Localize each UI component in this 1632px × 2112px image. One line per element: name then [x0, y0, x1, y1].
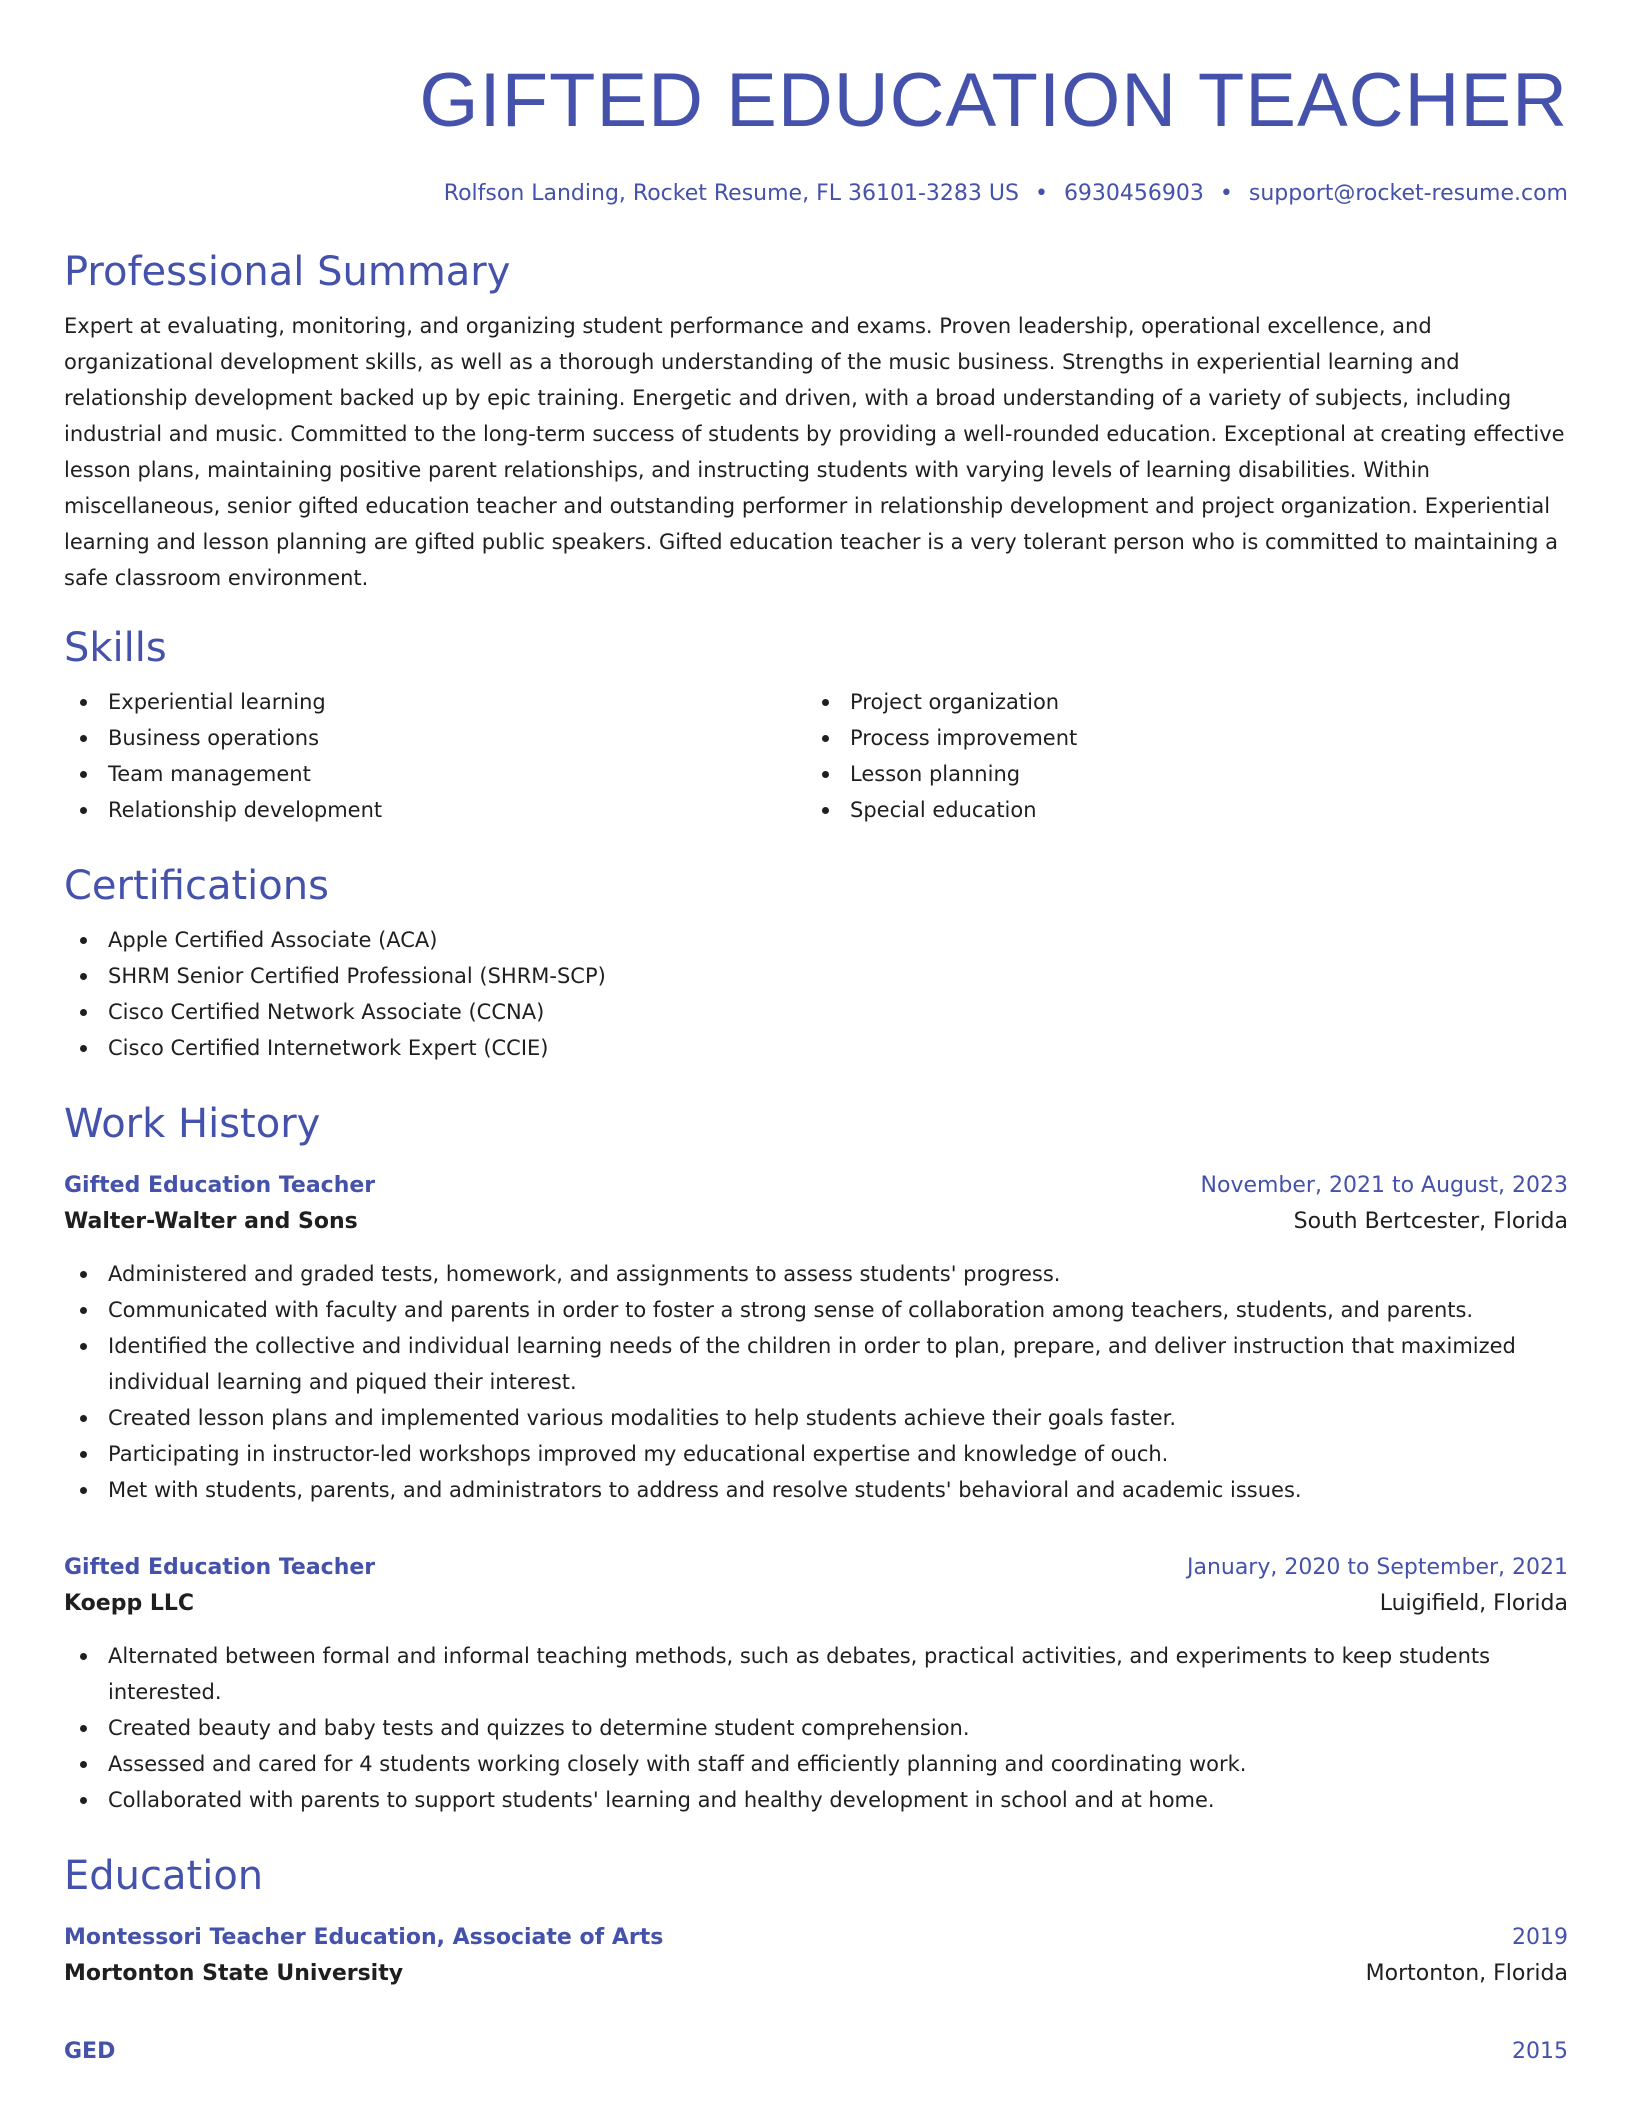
certifications-list [64, 922, 1568, 1066]
education-degree: Montessori Teacher Education, Associate of Arts [64, 1925, 664, 1950]
skill-item: Lesson planning [806, 756, 1548, 792]
job-bullet: Administered and graded tests, homework, and assignments to assess students' progress. [64, 1256, 1568, 1292]
job-bullets [64, 1638, 1568, 1818]
job-entry [64, 1550, 1568, 1818]
contact-separator: • [1034, 181, 1048, 206]
work-history-heading: Work History [64, 1101, 321, 1147]
skills-column-right [806, 684, 1548, 828]
contact-phone: 6930456903 [1063, 181, 1204, 206]
job-bullet: Identified the collective and individual learning needs of the children in order to plan, prepare, and deliver instruction that maximized individual learning and piqued their interest. [64, 1328, 1568, 1400]
certifications-heading: Certifications [64, 863, 329, 909]
education-degree: GED [64, 2039, 116, 2064]
summary-text: Expert at evaluating, monitoring, and organizing student performance and exams. Proven leadership, operational excellence, and organizational development skills, as well as a thorough understanding of the music business. Strengths in experiential learning and relationship development backed up by epic training. Energetic and driven, with a broad understanding of a variety of subjects, including industrial and music. Committed to the long-term success of students by providing a well-rounded education. Exceptional at creating effective lesson plans, maintaining positive parent relationships, and instructing students with varying levels of learning disabilities. Within miscellaneous, senior gifted education teacher and outstanding performer in relationship development and project organization. Experiential learning and lesson planning are gifted public speakers. Gifted education teacher is a very tolerant person who is committed to maintaining a safe classroom environment. [64, 314, 1565, 590]
job-bullet: Participating in instructor-led workshops improved my educational expertise and knowledge of ouch. [64, 1436, 1568, 1472]
job-dates: January, 2020 to September, 2021 [1186, 1555, 1568, 1580]
job-company: Koepp LLC [64, 1591, 195, 1616]
certification-item: Cisco Certified Internetwork Expert (CCIE) [64, 1030, 1568, 1066]
skill-item: Experiential learning [64, 684, 806, 720]
education-location: Mortonton, Florida [1365, 1961, 1568, 1986]
skills-grid [64, 684, 1568, 828]
contact-email: support@rocket-resume.com [1248, 181, 1568, 206]
contact-line [64, 180, 1568, 208]
skill-item: Business operations [64, 720, 806, 756]
skills-heading: Skills [64, 625, 167, 671]
job-bullet: Created lesson plans and implemented various modalities to help students achieve their goals faster. [64, 1400, 1568, 1436]
education-year: 2015 [1512, 2039, 1568, 2064]
contact-address: Rolfson Landing, Rocket Resume, FL 36101-3283 US [443, 181, 1019, 206]
job-location: South Bertcester, Florida [1293, 1209, 1568, 1234]
resume-title: GIFTED EDUCATION TEACHER [419, 58, 1568, 143]
certification-item: SHRM Senior Certified Professional (SHRM-SCP) [64, 958, 1568, 994]
skills-column-left [64, 684, 806, 828]
job-bullet: Alternated between formal and informal teaching methods, such as debates, practical activities, and experiments to keep students interested. [64, 1638, 1568, 1710]
job-company: Walter-Walter and Sons [64, 1209, 358, 1234]
skill-item: Relationship development [64, 792, 806, 828]
certification-item: Cisco Certified Network Associate (CCNA) [64, 994, 1568, 1030]
job-bullet: Assessed and cared for 4 students working closely with staff and efficiently planning and coordinating work. [64, 1746, 1568, 1782]
skill-item: Special education [806, 792, 1548, 828]
certification-item: Apple Certified Associate (ACA) [64, 922, 1568, 958]
skill-item: Project organization [806, 684, 1548, 720]
education-heading: Education [64, 1853, 264, 1899]
skill-item: Team management [64, 756, 806, 792]
job-role: Gifted Education Teacher [64, 1555, 376, 1580]
job-location: Luigifield, Florida [1379, 1591, 1568, 1616]
contact-separator: • [1219, 181, 1233, 206]
job-bullets [64, 1256, 1568, 1508]
job-bullet: Met with students, parents, and administrators to address and resolve students' behavioral and academic issues. [64, 1472, 1568, 1508]
job-bullet: Collaborated with parents to support students' learning and healthy development in school and at home. [64, 1782, 1568, 1818]
job-bullet: Communicated with faculty and parents in order to foster a strong sense of collaboration among teachers, students, and parents. [64, 1292, 1568, 1328]
skill-item: Process improvement [806, 720, 1548, 756]
education-entry [64, 1920, 1568, 1992]
education-entry [64, 2034, 1568, 2070]
education-school: Mortonton State University [64, 1961, 404, 1986]
education-year: 2019 [1512, 1925, 1568, 1950]
job-role: Gifted Education Teacher [64, 1173, 376, 1198]
summary-heading: Professional Summary [64, 249, 511, 295]
job-entry [64, 1168, 1568, 1508]
job-dates: November, 2021 to August, 2023 [1200, 1173, 1568, 1198]
job-bullet: Created beauty and baby tests and quizzes to determine student comprehension. [64, 1710, 1568, 1746]
